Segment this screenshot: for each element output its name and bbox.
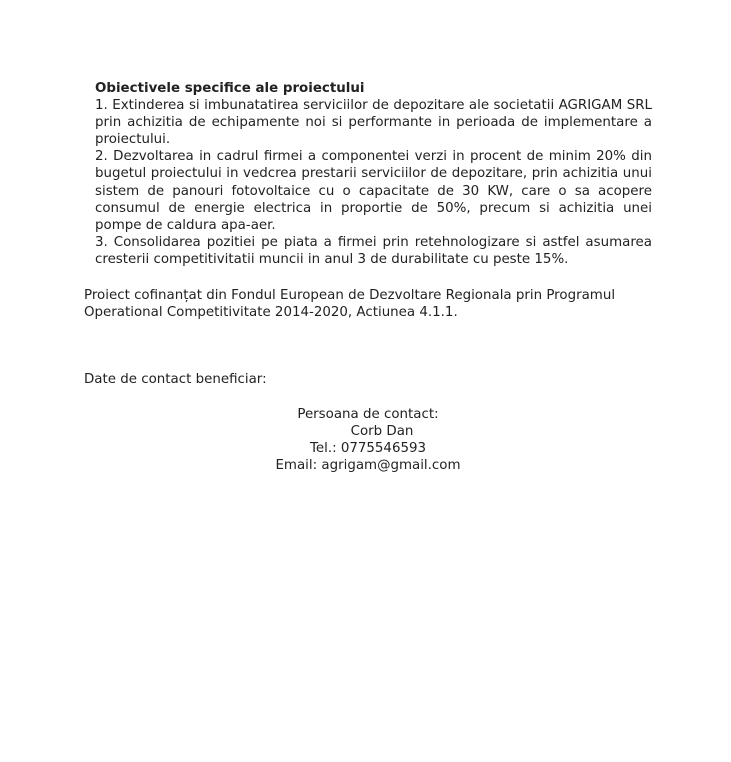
funding-text: Proiect cofinanțat din Fondul European de Dezvoltare Regionala prin Programul Operational Competitivitate 2014-2020, Actiunea 4.1.1.: [84, 288, 616, 321]
contact-label: Date de contact beneficiar:: [84, 372, 267, 387]
funding-statement: [84, 287, 644, 321]
contact-person-label: Persoana de contact:: [297, 407, 439, 422]
objective-item-3: 3. Consolidarea pozitiei pe piata a firmei prin retehnologizare si astfel asumarea cresterii competitivitatii muncii in anul 3 de durabilitate cu peste 15%.: [95, 234, 652, 267]
objectives-heading: Obiectivele specifice ale proiectului: [95, 81, 365, 96]
contact-email: Email: agrigam@gmail.com: [275, 458, 461, 473]
contact-name: Corb Dan: [350, 424, 414, 439]
objective-item-1: 1. Extinderea si imbunatatirea serviciilor de depozitare ale societatii AGRIGAM SRL prin achizitia de echipamente noi si performante in perioada de implementare a proiectului.: [95, 98, 652, 148]
contact-block: [268, 406, 468, 474]
specific-objectives-section: [95, 80, 652, 268]
contact-phone: Tel.: 0775546593: [309, 441, 427, 456]
objective-item-2: 2. Dezvoltarea in cadrul firmei a componentei verzi in procent de minim 20% din bugetul proiectului in vedcrea prestarii serviciilor de depozitare, prin achizitia unui sistem de panouri fotovoltaice cu o capacitate de 30 KW, care o sa acopere consumul de energie electrica in proportie de 50%, precum si achizitia unei pompe de caldura apa-aer.: [95, 149, 652, 233]
